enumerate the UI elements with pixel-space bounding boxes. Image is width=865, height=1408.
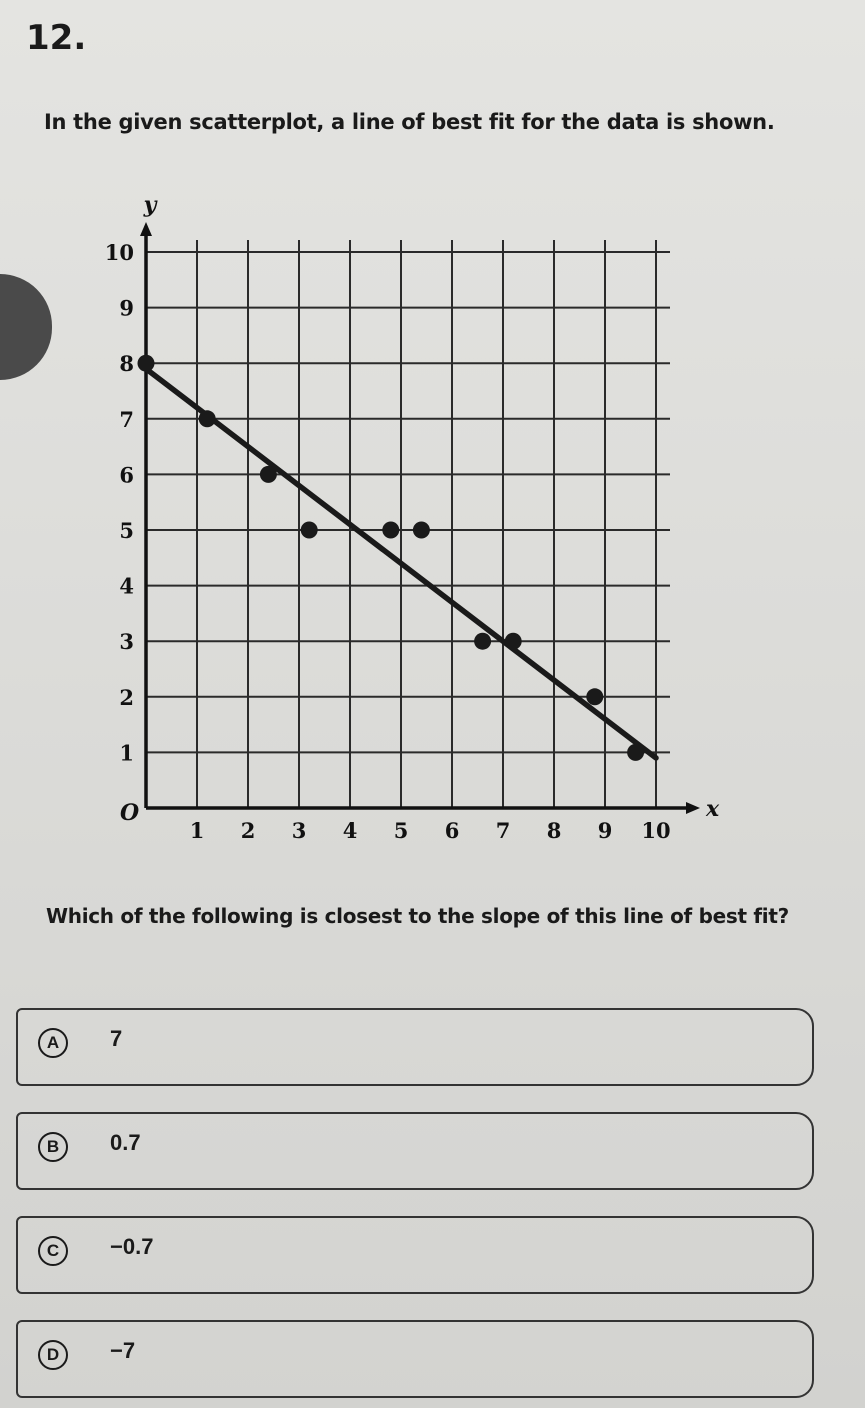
x-tick-label: 3	[291, 818, 307, 843]
x-tick-label: 6	[444, 818, 460, 843]
y-tick-label: 9	[119, 295, 134, 321]
x-tick-label: 4	[342, 818, 358, 843]
choice-d-value: −7	[110, 1338, 136, 1363]
data-point	[138, 355, 155, 372]
y-tick-label: 10	[104, 240, 134, 265]
data-point	[382, 522, 399, 539]
y-tick-label: 2	[119, 684, 134, 710]
y-tick-label: 6	[119, 462, 134, 488]
x-tick-label: 8	[546, 818, 562, 843]
data-point	[413, 522, 430, 539]
choice-c-letter: C	[38, 1236, 68, 1266]
data-point	[627, 744, 644, 761]
x-tick-label: 7	[495, 818, 511, 843]
x-tick-label: 10	[641, 818, 671, 843]
x-tick-label: 1	[189, 818, 205, 843]
choice-b-value: 0.7	[110, 1130, 141, 1155]
choice-c-value: −0.7	[110, 1234, 154, 1259]
x-axis-label: x	[706, 796, 720, 822]
data-point	[260, 466, 277, 483]
choice-c[interactable]	[16, 1216, 814, 1294]
y-tick-label: 4	[119, 573, 134, 599]
question-prompt: In the given scatterplot, a line of best fit for the data is shown.	[44, 110, 775, 134]
y-axis-label: y	[143, 192, 157, 218]
choice-a-letter: A	[38, 1028, 68, 1058]
choice-b[interactable]	[16, 1112, 814, 1190]
y-tick-label: 3	[119, 629, 134, 655]
choice-d[interactable]	[16, 1320, 814, 1398]
choice-d-letter: D	[38, 1340, 68, 1370]
x-axis-arrow-icon	[686, 802, 700, 814]
y-tick-label: 7	[119, 406, 134, 432]
x-tick-label: 9	[597, 818, 613, 843]
data-point	[586, 688, 603, 705]
side-tab[interactable]	[0, 274, 52, 380]
choice-b-letter: B	[38, 1132, 68, 1162]
scatterplot	[90, 180, 720, 880]
data-point	[301, 522, 318, 539]
data-point	[199, 410, 216, 427]
question-text: Which of the following is closest to the slope of this line of best fit?	[46, 904, 789, 928]
y-tick-label: 8	[119, 351, 134, 377]
y-tick-label: 5	[119, 518, 134, 543]
x-tick-label: 5	[393, 818, 409, 843]
x-tick-label: 2	[240, 818, 256, 843]
y-tick-label: 1	[119, 740, 134, 766]
choice-a-value: 7	[110, 1026, 123, 1051]
y-axis-arrow-icon	[140, 222, 152, 236]
origin-label: O	[120, 800, 140, 826]
grid	[146, 240, 670, 808]
question-number: 12.	[26, 18, 87, 58]
data-point	[505, 633, 522, 650]
data-point	[474, 633, 491, 650]
choice-a[interactable]	[16, 1008, 814, 1086]
